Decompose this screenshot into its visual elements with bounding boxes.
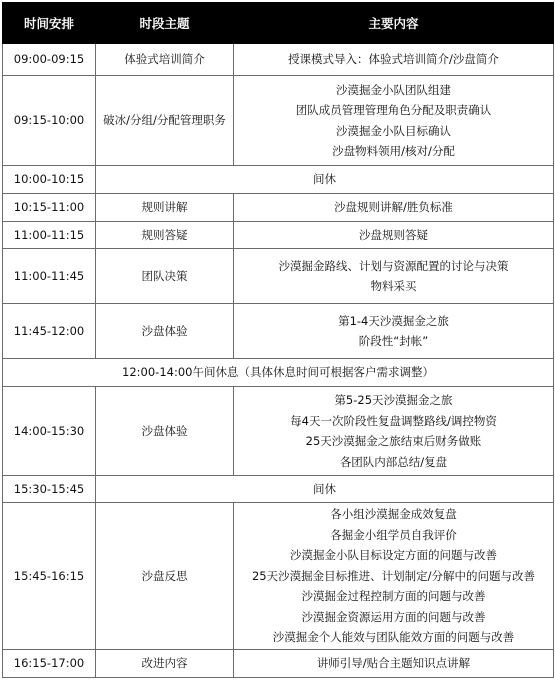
- table-row: [3, 76, 554, 166]
- theme-cell: 沙盘反思: [96, 503, 234, 650]
- lunch-row: [3, 359, 554, 387]
- theme-cell: 规则答疑: [96, 222, 234, 249]
- time-cell: 09:00-09:15: [3, 44, 96, 76]
- theme-cell: 沙盘体验: [96, 387, 234, 476]
- time-cell: 09:15-10:00: [3, 76, 96, 166]
- header-row: [3, 3, 554, 44]
- table-row: [3, 503, 554, 650]
- content-line: 沙漠掘金过程控制方面的问题与改善: [301, 589, 486, 604]
- time-cell: 15:45-16:15: [3, 503, 96, 650]
- content-line: 沙漠掘金路线、计划与资源配置的讨论与决策: [278, 258, 509, 273]
- content-line: 沙漠掘金小队团队组建: [336, 82, 451, 97]
- content-line: 每4天一次阶段性复盘调整路线/调控物资: [290, 413, 497, 428]
- content-line: 沙漠掘金小队目标确认: [336, 123, 451, 138]
- content-cell: [234, 650, 554, 678]
- content-cell: [234, 387, 554, 476]
- table-row: [3, 650, 554, 678]
- time-cell: 11:00-11:15: [3, 222, 96, 249]
- content-line: 沙漠掘金小队目标设定方面的问题与改善: [290, 548, 497, 563]
- table-row: [3, 222, 554, 249]
- time-cell: 11:00-11:45: [3, 249, 96, 304]
- time-cell: 10:15-11:00: [3, 194, 96, 222]
- content-line: 讲师引导/贴合主题知识点讲解: [316, 656, 471, 671]
- break-row: [3, 476, 554, 503]
- header-time: 时间安排: [3, 3, 96, 44]
- table-row: [3, 249, 554, 304]
- content-line: 沙盘规则答疑: [359, 227, 428, 242]
- content-line: 物料采买: [370, 279, 417, 293]
- content-cell: [234, 76, 554, 166]
- content-line: 授课模式导入：体验式培训简介/沙盘简介: [288, 52, 499, 67]
- time-cell: 16:15-17:00: [3, 650, 96, 678]
- theme-cell: 体验式培训简介: [96, 44, 234, 76]
- content-cell: [234, 503, 554, 650]
- table-row: [3, 387, 554, 476]
- theme-cell: 团队决策: [96, 249, 234, 304]
- theme-cell: 沙盘体验: [96, 304, 234, 359]
- time-cell: 10:00-10:15: [3, 166, 96, 194]
- content-cell: [234, 222, 554, 249]
- table-row: [3, 44, 554, 76]
- content-line: 沙漠掘金资源运用方面的问题与改善: [301, 609, 486, 624]
- content-line: 25天沙漠掘金目标推进、计划制定/分解中的问题与改善: [251, 568, 535, 583]
- break-cell: 间休: [96, 166, 554, 194]
- break-cell: 间休: [96, 476, 554, 503]
- content-line: 各团队内部总结/复盘: [339, 454, 448, 469]
- theme-cell: 规则讲解: [96, 194, 234, 222]
- content-line: 阶段性“封帐”: [358, 334, 429, 348]
- schedule-table: [2, 2, 554, 678]
- content-line: 第1-4天沙漠掘金之旅: [338, 313, 449, 328]
- time-cell: 14:00-15:30: [3, 387, 96, 476]
- content-line: 各小组沙漠掘金成效复盘: [330, 507, 457, 522]
- header-theme: 时段主题: [96, 3, 234, 44]
- content-cell: [234, 304, 554, 359]
- header-content: 主要内容: [234, 3, 554, 44]
- table-row: [3, 194, 554, 222]
- content-cell: [234, 194, 554, 222]
- lunch-cell: 12:00-14:00午间休息（具体休息时间可根据客户需求调整）: [3, 359, 554, 387]
- theme-cell: 改进内容: [96, 650, 234, 678]
- content-line: 25天沙漠掘金之旅结束后财务做账: [305, 434, 482, 448]
- content-line: 沙盘物料领用/核对/分配: [332, 144, 455, 158]
- content-cell: [234, 249, 554, 304]
- table-row: [3, 304, 554, 359]
- content-line: 第5-25天沙漠掘金之旅: [334, 393, 453, 407]
- content-line: 沙漠掘金个人能效与团队能效方面的问题与改善: [272, 630, 515, 645]
- time-cell: 11:45-12:00: [3, 304, 96, 359]
- theme-cell: 破冰/分组/分配管理职务: [96, 76, 234, 166]
- content-line: 沙盘规则讲解/胜负标准: [334, 200, 453, 215]
- content-cell: [234, 44, 554, 76]
- time-cell: 15:30-15:45: [3, 476, 96, 503]
- content-line: 团队成员管理管理角色分配及职责确认: [295, 103, 492, 117]
- break-row: [3, 166, 554, 194]
- content-line: 各掘金小组学员自我评价: [330, 527, 457, 542]
